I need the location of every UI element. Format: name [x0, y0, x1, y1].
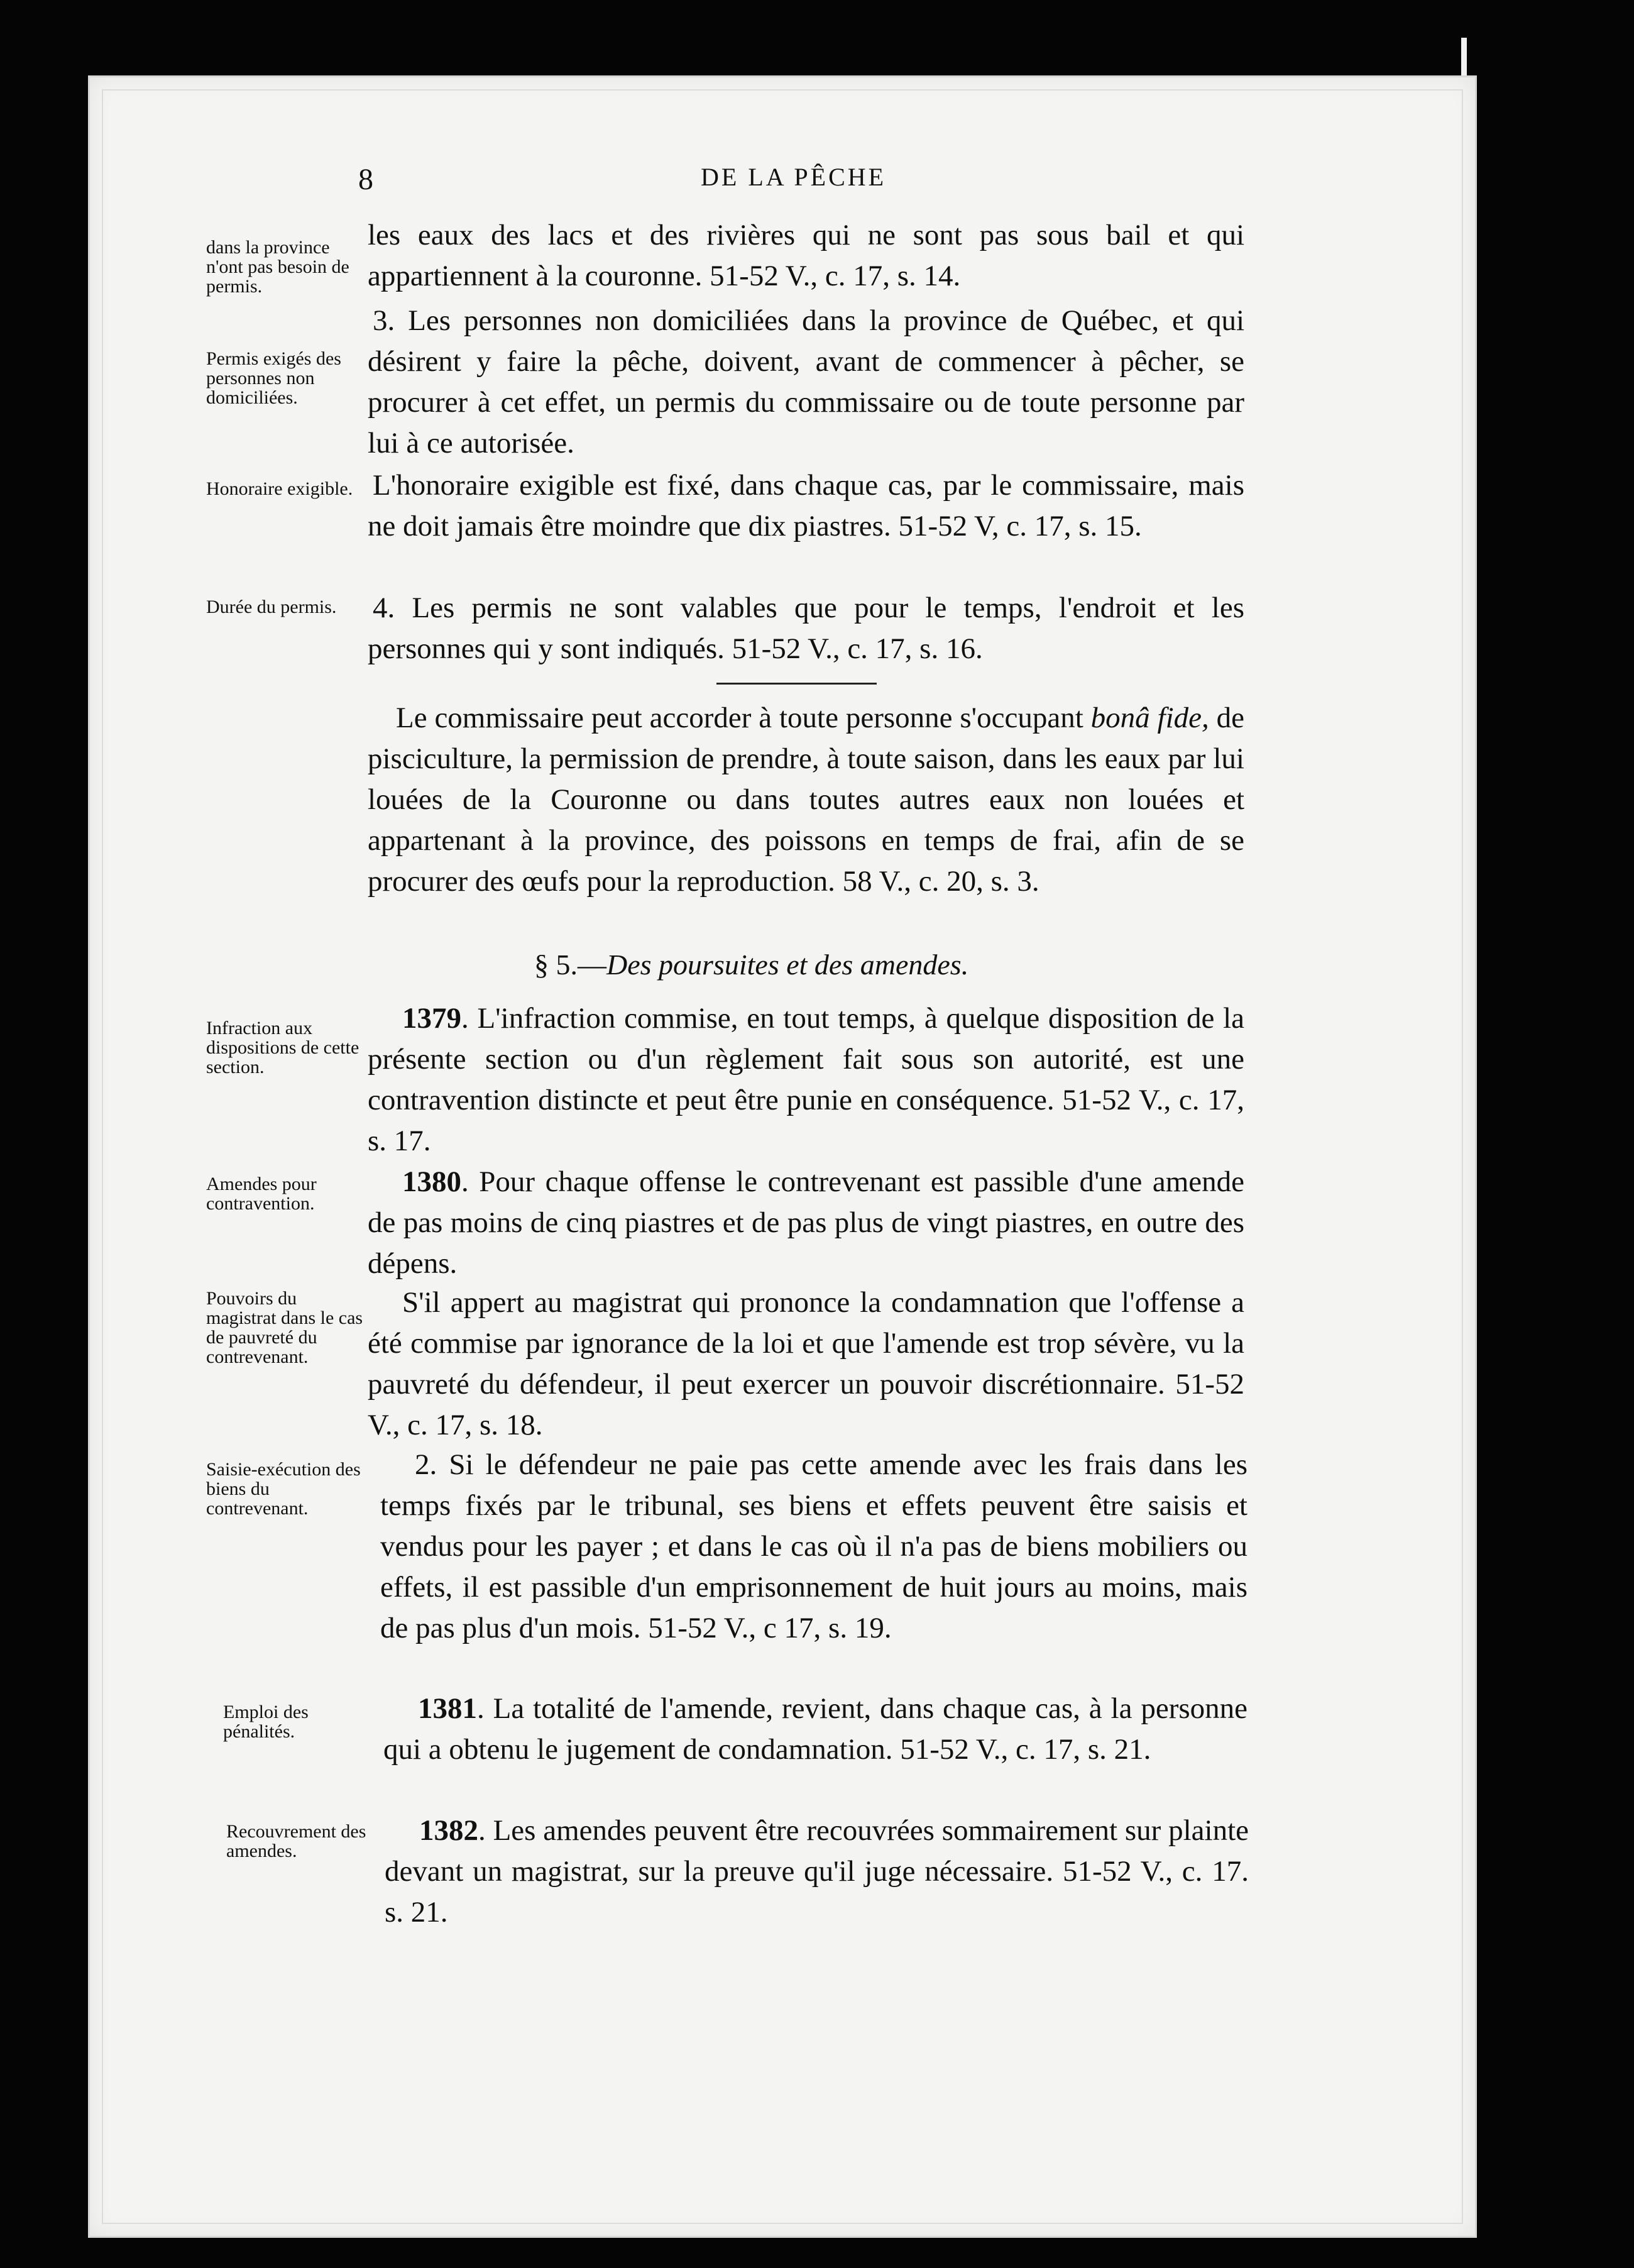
article-number: 1382	[419, 1814, 478, 1847]
paragraph: S'il appert au magistrat qui prononce la condamnation que l'offense a été commise par ignorance de la loi et que l'amende est trop sévère, vu la pauvreté du défendeur, il peut exercer un pouvoir discrétionnaire. 51-52 V., c. 17, s. 18.	[368, 1286, 1244, 1441]
paragraph: 2. Si le défendeur ne paie pas cette amende avec les frais dans les temps fixés par le tribunal, ses biens et effets peuvent être saisis et vendus pour les payer ; et dans le cas où il n'a pas de biens mobiliers ou effets, il est passible d'un emprisonnement de huit jours au moins, mais de pas plus d'un mois. 51-52 V., c 17, s. 19.	[380, 1448, 1247, 1644]
margin-note: Pouvoirs du magistrat dans le cas de pauvreté du contrevenant.	[206, 1288, 363, 1367]
article-1381	[383, 1688, 1247, 1770]
section-title: Des poursuites et des amendes.	[606, 949, 969, 981]
section-number: § 5.—	[534, 949, 606, 981]
margin-note: Recouvrement des amendes.	[226, 1821, 366, 1861]
latin-term: bonâ fide,	[1090, 702, 1209, 734]
article-1382	[385, 1810, 1249, 1933]
margin-note: Durée du permis.	[206, 597, 337, 617]
running-title: DE LA PÊCHE	[701, 163, 887, 191]
article-1380	[368, 1162, 1244, 1284]
paragraph: 4. Les permis ne sont valables que pour le temps, l'endroit et les personnes qui y sont indiqués. 51-52 V., c. 17, s. 16.	[368, 592, 1244, 665]
margin-note: Permis exigés des personnes non domiciliées.	[206, 348, 341, 408]
paragraph-text: de pisciculture, la permission de prendre, à toute saison, dans les eaux par lui louées de la Couronne ou dans toutes autres eaux non louées et appartenant à la province, des poissons en temps de frai, afin de se procurer des œufs pour la reproduction. 58 V., c. 20, s. 3.	[368, 702, 1244, 898]
article-number: 1380	[402, 1165, 461, 1198]
article-text: . Les amendes peuvent être recouvrées sommairement sur plainte devant un magistrat, sur la preuve qu'il juge nécessaire. 51-52 V., c. 17. s. 21.	[385, 1814, 1249, 1929]
margin-note: Amendes pour contravention.	[206, 1174, 317, 1214]
article-text: . L'infraction commise, en tout temps, à quelque disposition de la présente section ou d'un règlement fait sous son autorité, est une contravention distincte et peut être punie en conséquence. 51-52 V., c. 17, s. 17.	[368, 1002, 1244, 1157]
article-1379	[368, 998, 1244, 1162]
article-number: 1379	[402, 1002, 461, 1035]
section-divider	[716, 683, 877, 685]
article-text: . Pour chaque offense le contrevenant est passible d'une amende de pas moins de cinq piastres et de pas plus de vingt piastres, en outre des dépens.	[368, 1165, 1244, 1280]
paragraph-text: Le commissaire peut accorder à toute personne s'occupant	[396, 702, 1091, 734]
margin-note: dans la province n'ont pas besoin de permis.	[206, 237, 349, 297]
section-heading	[534, 948, 1100, 981]
margin-note: Emploi des pénalités.	[223, 1702, 309, 1742]
paragraph: 3. Les personnes non domiciliées dans la province de Québec, et qui désirent y faire la pêche, doivent, avant de commencer à pêcher, se procurer à cet effet, un permis du commissaire ou de toute personne par lui à ce autorisée.	[368, 304, 1244, 460]
margin-note: Saisie-exécution des biens du contrevenant.	[206, 1459, 361, 1519]
margin-note: Infraction aux dispositions de cette section.	[206, 1018, 359, 1077]
margin-note: Honoraire exigible.	[206, 478, 353, 499]
article-text: . La totalité de l'amende, revient, dans chaque cas, à la personne qui a obtenu le jugement de condamnation. 51-52 V., c. 17, s. 21.	[383, 1692, 1247, 1766]
page-number: 8	[358, 163, 375, 196]
article-number: 1381	[418, 1692, 477, 1725]
paragraph: les eaux des lacs et des rivières qui ne sont pas sous bail et qui appartiennent à la couronne. 51-52 V., c. 17, s. 14.	[368, 219, 1244, 292]
paragraph: L'honoraire exigible est fixé, dans chaque cas, par le commissaire, mais ne doit jamais être moindre que dix piastres. 51-52 V, c. 17, s. 15.	[368, 469, 1244, 542]
paragraph-pisciculture	[368, 698, 1244, 902]
